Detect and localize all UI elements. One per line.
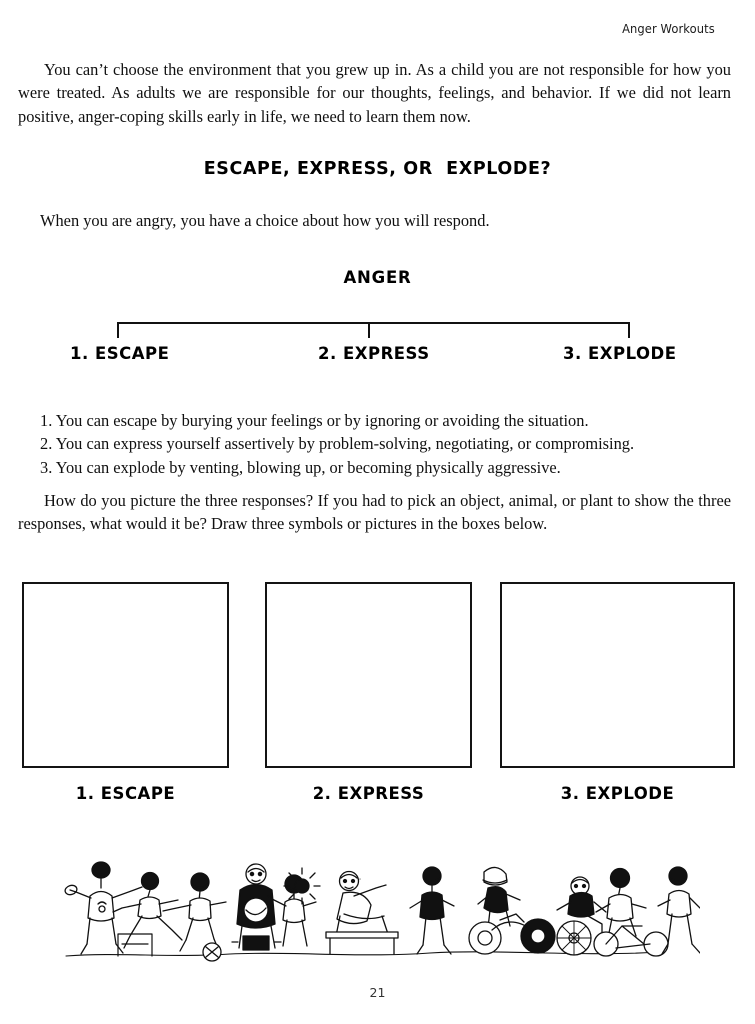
figure-walker [410, 867, 454, 954]
drawing-prompt-paragraph: How do you picture the three responses? If you had to pick an object, animal, or plant to show the three responses, what would it be? Draw three symbols or pictures in the boxes below. [18, 491, 731, 534]
figure-weightlifter [232, 864, 281, 950]
page-number: 21 [369, 985, 386, 1000]
figure-bench-exerciser [326, 872, 398, 955]
drawing-box-escape[interactable] [22, 582, 229, 768]
diagram-branch-labels [0, 344, 755, 370]
intro-paragraph: You can’t choose the environment that you grew up in. As a child you are not responsible for how you were treated. As adults we are responsible for our thoughts, feelings, and behavior. If we did not learn positive, anger-coping skills early in life, we need to learn them now. [18, 60, 731, 126]
list-item: 1. You can escape by burying your feelings or by ignoring or avoiding the situation. [40, 411, 589, 430]
anger-branch-diagram [0, 268, 755, 368]
diagram-bracket [117, 322, 630, 338]
drawing-box-explode[interactable] [500, 582, 735, 768]
diagram-branch-express: 2. EXPRESS [318, 344, 430, 363]
drawing-box-express[interactable] [265, 582, 472, 768]
list-item: 2. You can express yourself assertively by problem-solving, negotiating, or compromising. [40, 434, 635, 454]
diagram-branch-explode: 3. EXPLODE [563, 344, 677, 363]
running-header-title: Anger Workouts [622, 21, 715, 36]
diagram-root-label: ANGER [343, 268, 412, 287]
figure-cyclist [594, 869, 668, 957]
athletes-illustration [60, 852, 700, 964]
figure-hurdler-a [113, 873, 182, 957]
list-item: 3. You can explode by venting, blowing up, or becoming physically aggressive. [40, 457, 561, 477]
figure-motorcyclist [469, 867, 555, 954]
diagram-tick-middle [368, 322, 370, 338]
drawing-box-caption-escape: 1. ESCAPE [75, 784, 176, 803]
drawing-box-caption-express: 2. EXPRESS [312, 784, 425, 803]
explanation-list [40, 409, 740, 479]
figure-stretcher [268, 868, 320, 946]
figure-football-player [64, 862, 142, 954]
drawing-box-caption-explode: 3. EXPLODE [560, 784, 675, 803]
diagram-branch-escape: 1. ESCAPE [70, 344, 170, 363]
section-lead-paragraph: When you are angry, you have a choice about how you will respond. [40, 211, 490, 230]
figure-soccer-player [163, 873, 226, 961]
section-heading: ESCAPE, EXPRESS, OR EXPLODE? [203, 159, 552, 179]
